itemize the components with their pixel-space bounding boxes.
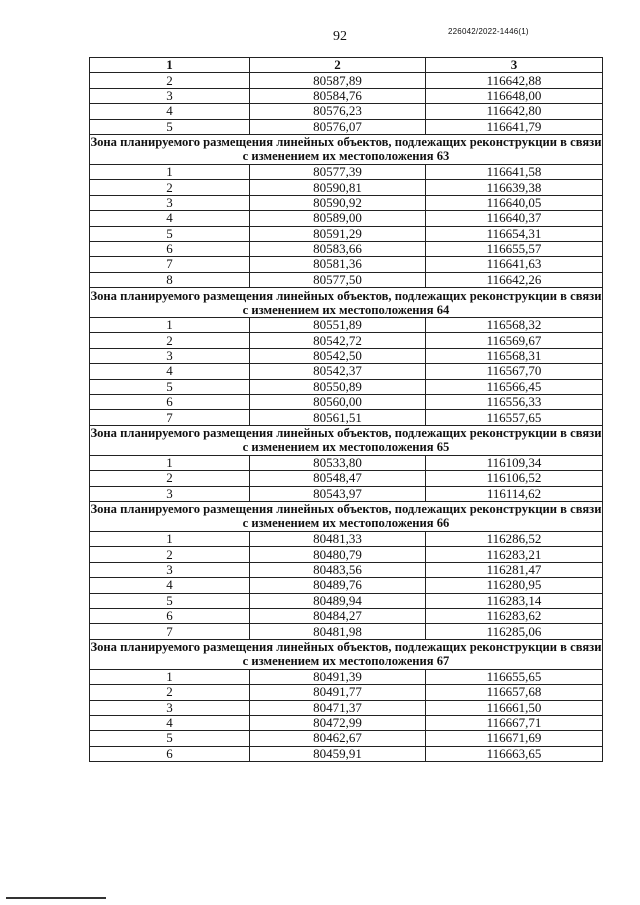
table-row (90, 333, 603, 348)
point-number: 5 (90, 593, 250, 608)
point-number: 5 (90, 226, 250, 241)
coordinate-y: 116667,71 (426, 715, 603, 730)
table-row (90, 731, 603, 746)
coordinate-y: 116654,31 (426, 226, 603, 241)
column-header: 3 (426, 58, 603, 73)
table-row (90, 318, 603, 333)
coordinate-y: 116642,26 (426, 272, 603, 287)
coordinate-x: 80551,89 (250, 318, 426, 333)
coordinate-x: 80491,77 (250, 685, 426, 700)
table-row (90, 562, 603, 577)
point-number: 3 (90, 562, 250, 577)
coordinate-y: 116639,38 (426, 180, 603, 195)
coordinate-y: 116655,65 (426, 669, 603, 684)
table-row (90, 195, 603, 210)
point-number: 6 (90, 395, 250, 410)
coordinate-y: 116280,95 (426, 578, 603, 593)
coordinate-y: 116663,65 (426, 746, 603, 761)
coordinate-x: 80462,67 (250, 731, 426, 746)
coordinate-y: 116114,62 (426, 486, 603, 501)
coordinate-y: 116285,06 (426, 624, 603, 639)
zone-title: Зона планируемого размещения линейных объектов, подлежащих реконструкции в связи с изменением их местоположения 63 (90, 135, 602, 164)
table-row (90, 272, 603, 287)
table-row (90, 104, 603, 119)
table-row (90, 119, 603, 134)
coordinate-y: 116109,34 (426, 455, 603, 470)
coordinate-y: 116283,14 (426, 593, 603, 608)
point-number: 7 (90, 624, 250, 639)
coordinate-y: 116283,62 (426, 608, 603, 623)
coordinate-y: 116640,37 (426, 211, 603, 226)
point-number: 4 (90, 104, 250, 119)
coordinate-x: 80581,36 (250, 257, 426, 272)
coordinate-y: 116569,67 (426, 333, 603, 348)
point-number: 3 (90, 88, 250, 103)
coordinate-x: 80543,97 (250, 486, 426, 501)
point-number: 1 (90, 669, 250, 684)
coordinate-x: 80480,79 (250, 547, 426, 562)
point-number: 1 (90, 164, 250, 179)
coordinate-y: 116281,47 (426, 562, 603, 577)
point-number: 3 (90, 700, 250, 715)
coordinate-x: 80491,39 (250, 669, 426, 684)
table-row (90, 395, 603, 410)
table-row (90, 379, 603, 394)
coordinate-y: 116657,68 (426, 685, 603, 700)
page-number: 92 (333, 29, 347, 44)
coordinate-x: 80591,29 (250, 226, 426, 241)
point-number: 6 (90, 746, 250, 761)
table-row (90, 364, 603, 379)
table-body (90, 73, 603, 762)
zone-title-row (90, 501, 603, 531)
zone-title-row (90, 134, 603, 164)
coordinate-x: 80542,37 (250, 364, 426, 379)
point-number: 4 (90, 364, 250, 379)
point-number: 4 (90, 578, 250, 593)
zone-title-row (90, 425, 603, 455)
table-row (90, 471, 603, 486)
point-number: 6 (90, 608, 250, 623)
coordinate-y: 116556,33 (426, 395, 603, 410)
point-number: 1 (90, 531, 250, 546)
point-number: 4 (90, 211, 250, 226)
coordinate-x: 80589,00 (250, 211, 426, 226)
point-number: 5 (90, 731, 250, 746)
column-header: 2 (250, 58, 426, 73)
coordinate-x: 80542,50 (250, 348, 426, 363)
point-number: 2 (90, 471, 250, 486)
point-number: 5 (90, 119, 250, 134)
coordinate-x: 80459,91 (250, 746, 426, 761)
point-number: 2 (90, 73, 250, 88)
table-row (90, 608, 603, 623)
coordinate-y: 116641,63 (426, 257, 603, 272)
point-number: 8 (90, 272, 250, 287)
table-header-row (90, 58, 603, 73)
table-row (90, 455, 603, 470)
coordinate-y: 116671,69 (426, 731, 603, 746)
table-row (90, 348, 603, 363)
coordinate-x: 80542,72 (250, 333, 426, 348)
zone-title-row (90, 639, 603, 669)
point-number: 2 (90, 180, 250, 195)
table-row (90, 164, 603, 179)
coordinate-x: 80471,37 (250, 700, 426, 715)
coordinate-x: 80584,76 (250, 88, 426, 103)
coordinate-y: 116640,05 (426, 195, 603, 210)
coordinate-x: 80533,80 (250, 455, 426, 470)
coordinate-y: 116641,79 (426, 119, 603, 134)
point-number: 2 (90, 333, 250, 348)
point-number: 7 (90, 410, 250, 425)
coordinate-x: 80590,92 (250, 195, 426, 210)
table-row (90, 593, 603, 608)
coordinate-x: 80576,23 (250, 104, 426, 119)
coordinate-y: 116286,52 (426, 531, 603, 546)
point-number: 3 (90, 195, 250, 210)
zone-title: Зона планируемого размещения линейных объектов, подлежащих реконструкции в связи с изменением их местоположения 64 (90, 288, 602, 317)
document-id: 226042/2022-1446(1) (448, 27, 529, 36)
table-row (90, 547, 603, 562)
zone-title: Зона планируемого размещения линейных объектов, подлежащих реконструкции в связи с изменением их местоположения 66 (90, 502, 602, 531)
coordinate-x: 80489,76 (250, 578, 426, 593)
table-row (90, 88, 603, 103)
zone-title-row (90, 288, 603, 318)
coordinate-x: 80489,94 (250, 593, 426, 608)
table-row (90, 410, 603, 425)
coordinate-x: 80577,50 (250, 272, 426, 287)
coordinate-x: 80484,27 (250, 608, 426, 623)
point-number: 3 (90, 348, 250, 363)
coordinate-y: 116557,65 (426, 410, 603, 425)
coordinate-y: 116648,00 (426, 88, 603, 103)
table-row (90, 531, 603, 546)
coordinate-y: 116106,52 (426, 471, 603, 486)
coordinate-x: 80561,51 (250, 410, 426, 425)
coordinate-y: 116566,45 (426, 379, 603, 394)
table-row (90, 180, 603, 195)
coordinate-y: 116642,88 (426, 73, 603, 88)
point-number: 2 (90, 547, 250, 562)
coordinates-table (89, 57, 603, 762)
point-number: 2 (90, 685, 250, 700)
coordinate-y: 116642,80 (426, 104, 603, 119)
table-row (90, 746, 603, 761)
table-row (90, 73, 603, 88)
table-row (90, 226, 603, 241)
point-number: 1 (90, 318, 250, 333)
coordinate-x: 80548,47 (250, 471, 426, 486)
table-row (90, 241, 603, 256)
table-row (90, 700, 603, 715)
coordinate-x: 80587,89 (250, 73, 426, 88)
coordinate-y: 116568,31 (426, 348, 603, 363)
table-row (90, 685, 603, 700)
point-number: 5 (90, 379, 250, 394)
coordinate-x: 80583,66 (250, 241, 426, 256)
point-number: 7 (90, 257, 250, 272)
table-row (90, 624, 603, 639)
column-header: 1 (90, 58, 250, 73)
coordinate-x: 80472,99 (250, 715, 426, 730)
coordinate-x: 80590,81 (250, 180, 426, 195)
table-row (90, 715, 603, 730)
coordinate-x: 80576,07 (250, 119, 426, 134)
coordinate-x: 80577,39 (250, 164, 426, 179)
point-number: 6 (90, 241, 250, 256)
point-number: 1 (90, 455, 250, 470)
coordinate-x: 80481,98 (250, 624, 426, 639)
coordinate-y: 116655,57 (426, 241, 603, 256)
coordinate-x: 80483,56 (250, 562, 426, 577)
coordinate-y: 116567,70 (426, 364, 603, 379)
coordinate-y: 116661,50 (426, 700, 603, 715)
coordinate-y: 116641,58 (426, 164, 603, 179)
coordinate-x: 80560,00 (250, 395, 426, 410)
footer-divider (6, 897, 106, 899)
point-number: 4 (90, 715, 250, 730)
zone-title: Зона планируемого размещения линейных объектов, подлежащих реконструкции в связи с изменением их местоположения 65 (90, 426, 602, 455)
table-row (90, 486, 603, 501)
table-row (90, 211, 603, 226)
table-row (90, 578, 603, 593)
point-number: 3 (90, 486, 250, 501)
coordinate-x: 80550,89 (250, 379, 426, 394)
table-row (90, 669, 603, 684)
coordinate-x: 80481,33 (250, 531, 426, 546)
coordinate-y: 116568,32 (426, 318, 603, 333)
coordinate-y: 116283,21 (426, 547, 603, 562)
zone-title: Зона планируемого размещения линейных объектов, подлежащих реконструкции в связи с изменением их местоположения 67 (90, 640, 602, 669)
table-row (90, 257, 603, 272)
